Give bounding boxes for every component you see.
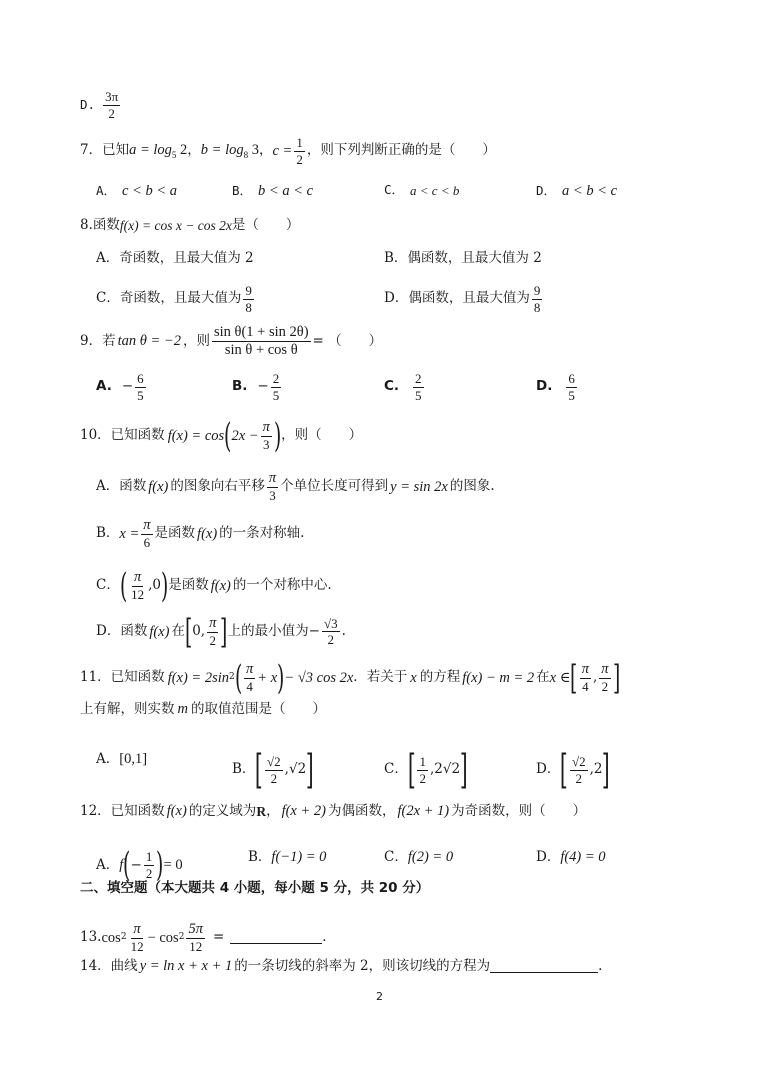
q7-text: 已知 xyxy=(102,142,130,159)
q12-option-b: B． f(−1) = 0 xyxy=(248,848,327,865)
q8-option-d: D．偶函数，且最大值为 $\frac{9}{8}$ xyxy=(384,283,541,315)
q9-option-b: B. − $\frac{2}{5}$ xyxy=(232,371,280,403)
q9-stem: 9．若 tan θ = −2 ，则 $\frac{\text{sin θ(1 + sin 2θ)}}{\text{sin θ + cos θ}}$ = （ ） xyxy=(80,324,383,359)
q7-tail: ，则下列判断正确的是（ ） xyxy=(306,142,496,159)
q8-option-a: A．奇函数，且最大值为 2 xyxy=(96,250,254,266)
q9-option-a: A. − $\frac{6}{5}$ xyxy=(96,371,144,403)
section-2-title: 二、填空题（本大题共 4 小题，每小题 5 分，共 20 分） xyxy=(80,880,430,896)
q11-option-c: C． [ $\frac{1}{2}$ ,2 √ 2 ] xyxy=(384,747,468,793)
q14-stem: 14．曲线 y = ln x + x + 1 的一条切线的斜率为 2，则该切线的方程为 . xyxy=(80,957,603,974)
q14-answer-blank[interactable] xyxy=(490,960,598,973)
q11-option-d: D． [ $\frac{√2}{2}$ ,2 ] xyxy=(536,747,611,793)
q6-option-d-fraction xyxy=(103,90,120,120)
q7-b-expr: $b = \log_8 3$ xyxy=(200,141,259,160)
q11-option-a: A． [0,1] xyxy=(96,750,148,767)
q7-option-c: C． a < c < b xyxy=(384,182,460,198)
q8-option-b: B．偶函数，且最大值为 2 xyxy=(384,250,542,266)
q10-option-d: D．函数 f(x) 在 [ 0, $\frac{\pi}{2}$ ] 上的最小值为 − $\frac{√3}{2}$ . xyxy=(96,611,346,652)
q7-c-expr: c = xyxy=(272,142,293,159)
q7-a-expr: $a = \log_5 2$ xyxy=(129,141,188,160)
q11-option-b: B． [ $\frac{√2}{2}$ ,√ 2 ] xyxy=(232,747,314,793)
page-number: 2 xyxy=(376,990,383,1003)
q6-option-d-label: D. xyxy=(80,96,96,112)
q7-number: 7． xyxy=(80,142,103,159)
q6-option-d xyxy=(80,90,122,120)
q9-option-c: C. $\frac{2}{5}$ xyxy=(384,371,422,403)
q8-expr: f(x) = cos x − cos 2x xyxy=(119,218,232,233)
q12-option-c: C． f(2) = 0 xyxy=(384,848,454,865)
q9-fraction: $\frac{\text{sin θ(1 + sin 2θ)}}{\text{sin θ + cos θ}}$ xyxy=(213,324,309,359)
q12-stem: 12．已知函数 f(x) 的定义域为 R ， f(x + 2) 为偶函数， f(2x + 1) 为奇函数，则（ ） xyxy=(80,802,587,819)
q12-option-d: D． f(4) = 0 xyxy=(536,848,606,865)
q7-option-d: D． a < b < c xyxy=(536,183,618,199)
q10-option-b: B． x = $\frac{\pi}{6}$ 是函数 f(x) 的一条对称轴. xyxy=(96,517,305,551)
q13-stem: 13. cos 2 $\frac{\pi}{12}$ − cos 2 $\frac{5\pi}{12}$ = . xyxy=(80,921,327,955)
q9-option-d: D. $\frac{6}{5}$ xyxy=(536,371,575,403)
q10-option-c: C． ( $\frac{\pi}{12}$ ,0 ) 是函数 f(x) 的一个对称中心. xyxy=(96,565,332,606)
q10-stem: 10．已知函数 f(x) = cos ( 2x − $\frac{\pi}{3}$ ) ，则（ ） xyxy=(80,415,363,456)
q7-option-b: B． b < a < c xyxy=(232,183,314,199)
q10-option-a: A．函数 f(x) 的图象向右平移 $\frac{\pi}{3}$ 个单位长度可得到 y = sin 2x 的图象. xyxy=(96,470,495,504)
q7-stem: 7． 已知 $a = \log_5 2$ ， $b = \log_8 3$ ， c = $\frac{1}{2}$ ，则下列判断正确的是（ ） xyxy=(80,135,496,167)
q12-option-a: A． f ( − $\frac{1}{2}$ ) = 0 xyxy=(96,845,183,885)
q6-option-d-num: 3π xyxy=(105,89,119,104)
q11-stem: 11．已知函数 f(x) = 2sin 2 ( $\frac{\pi}{4}$ + x ) − √3 cos 2x ．若关于 x 的方程 f(x) − m = 2 在 x ∈ [ $\frac{\pi}{4}$ , $\frac{\pi}{2}$ ] xyxy=(80,657,620,698)
q6-option-d-den: 2 xyxy=(108,105,115,121)
q7-option-a: A． c < b < a xyxy=(96,183,178,199)
q13-answer-blank[interactable] xyxy=(230,931,322,944)
q7-c-fraction: $\frac{1}{2}$ xyxy=(296,135,303,167)
q8-option-c: C．奇函数，且最大值为 $\frac{9}{8}$ xyxy=(96,283,252,315)
q8-stem: 8. 函数 f(x) = cos x − cos 2x 是（ ） xyxy=(80,217,300,233)
q11-line2: 上有解，则实数 m 的取值范围是（ ） xyxy=(80,700,326,717)
q9-condition: tan θ = −2 xyxy=(117,333,181,350)
